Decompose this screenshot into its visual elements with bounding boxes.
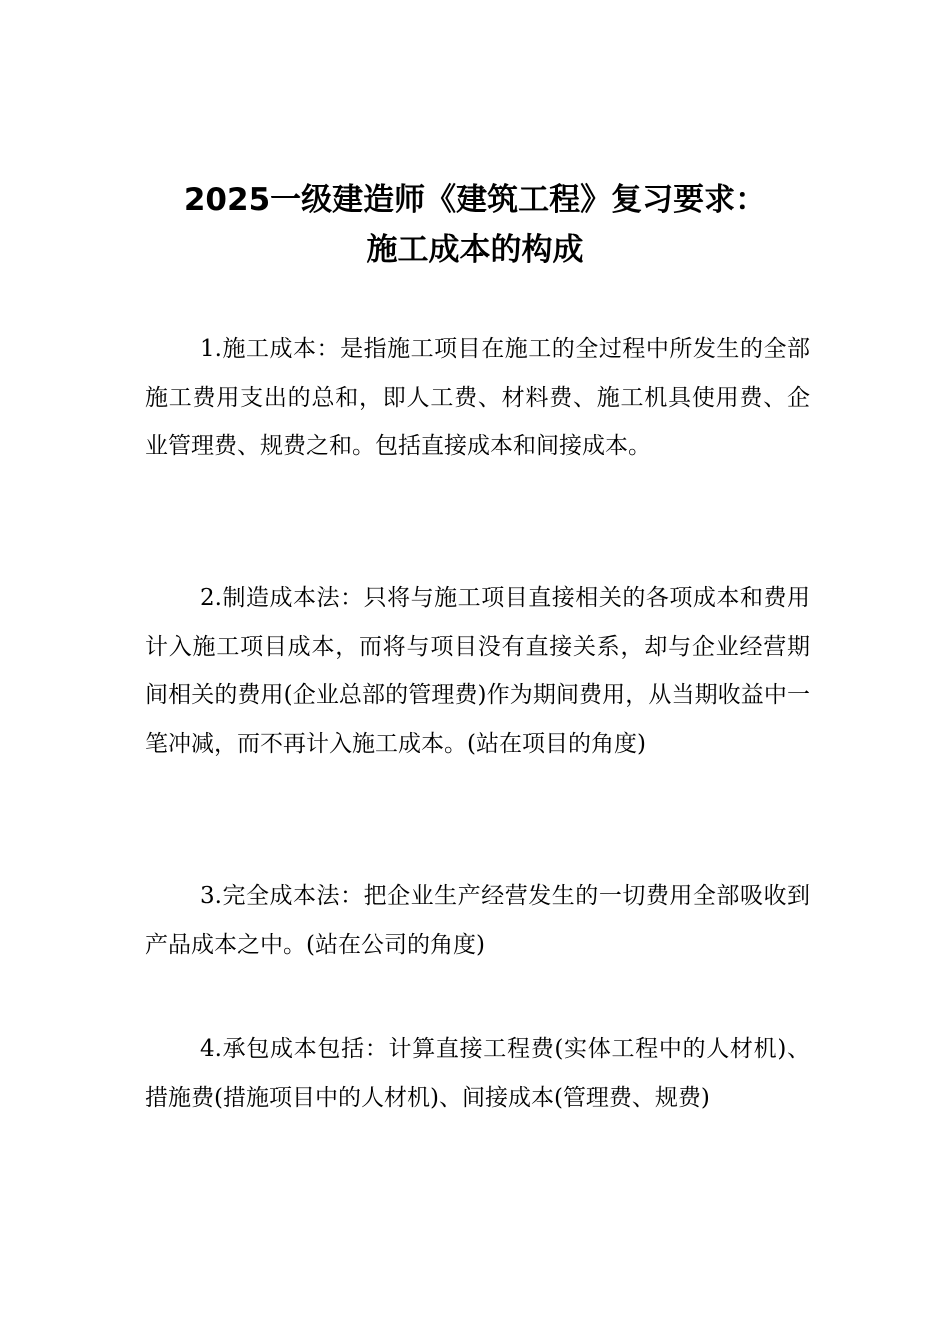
paragraph-full-cost-method: 3.完全成本法：把企业生产经营发生的一切费用全部吸收到产品成本之中。(站在公司的角度): [145, 883, 810, 958]
document-title-line-2: 施工成本的构成: [366, 232, 584, 268]
paragraph-manufacturing-cost-method: 2.制造成本法：只将与施工项目直接相关的各项成本和费用计入施工项目成本，而将与项目没有直接关系，却与企业经营期间相关的费用(企业总部的管理费)作为期间费用，从当期收益中一笔冲减，而不再计入施工成本。(站在项目的角度): [145, 585, 810, 757]
paragraph-construction-cost: 1.施工成本：是指施工项目在施工的全过程中所发生的全部施工费用支出的总和，即人工费、材料费、施工机具使用费、企业管理费、规费之和。包括直接成本和间接成本。: [145, 336, 810, 459]
document-title-line-1: 2025一级建造师《建筑工程》复习要求：: [183, 182, 767, 218]
paragraph-contract-cost: 4.承包成本包括：计算直接工程费(实体工程中的人材机)、措施费(措施项目中的人材机)、间接成本(管理费、规费): [145, 1036, 810, 1111]
